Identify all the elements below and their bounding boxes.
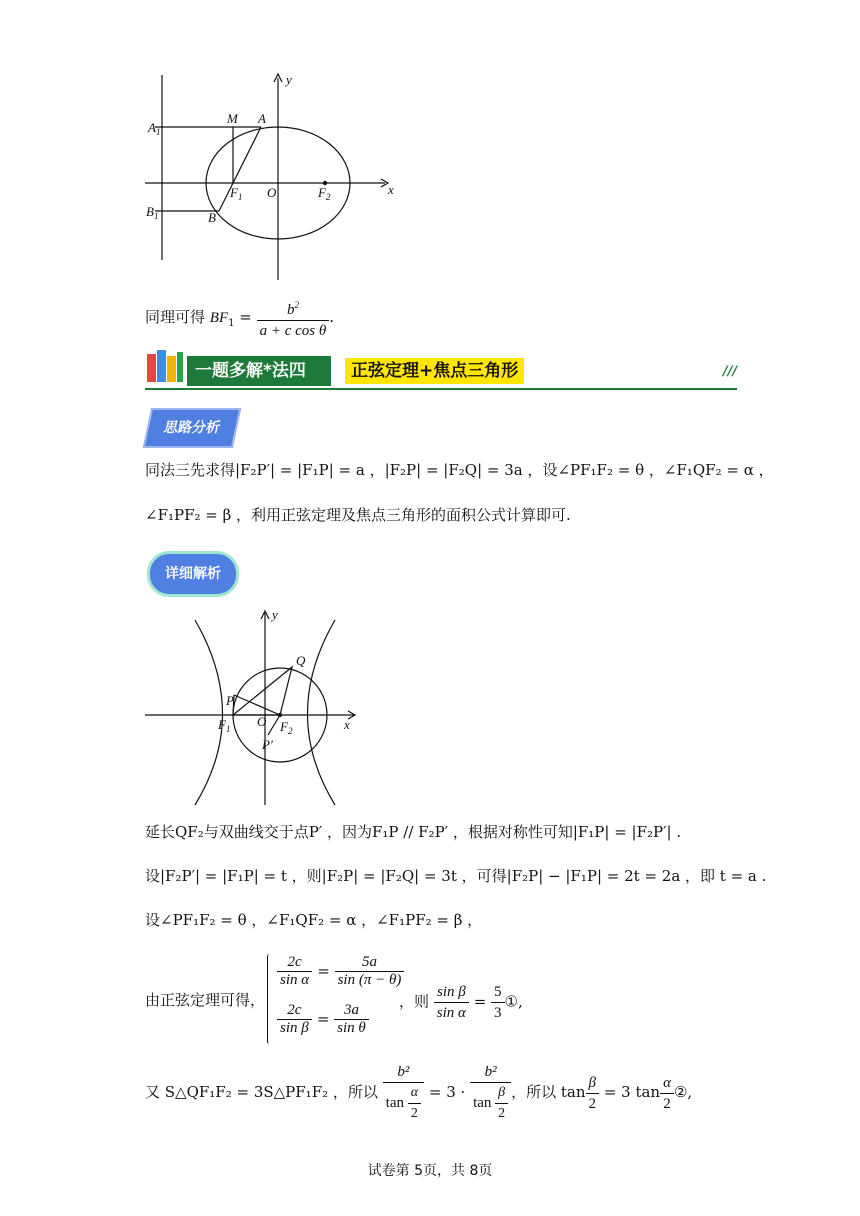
sine-law-block xyxy=(145,952,745,1048)
solution-line2: 设|F₂P′| = |F₁P| = t ，则|F₂P| = |F₂Q| = 3t ，可得|F₂P| − |F₁P| = 2t = 2a ，即 t = a . xyxy=(145,867,767,885)
analysis-text-line2: ∠F₁PF₂ = β ，利用正弦定理及焦点三角形的面积公式计算即可. xyxy=(145,506,571,524)
bf1-result-line: 同理可得 $BF_1$ = $\frac{b^2}{\text{a + c cos θ}}$ . xyxy=(145,295,334,341)
sine-eq-row1: $\frac{2c}{\text{sin α}}$ = $\frac{5a}{\sin (\pi - \theta)}$ xyxy=(277,954,404,989)
fig2-y-label: y xyxy=(272,607,278,622)
svg-text:F2: $F_2$ xyxy=(318,185,331,202)
fig1-b1-label: B xyxy=(146,204,154,219)
fig2-pprime-label: P′ xyxy=(262,737,273,752)
sine-law-prefix: 由正弦定理可得， xyxy=(145,991,266,1009)
area-relation-line: 又 S△QF₁F₂ = 3S△PF₁F₂ ，所以 b² tan $\frac{\alpha}{2}$ = 3 · b² tan $\frac{\beta}{2}$ ，所以 tan $\frac{\beta}{2}$ = 3 tan $\frac{\alpha}{2}$ ②, xyxy=(145,1062,692,1124)
ellipse-figure xyxy=(140,70,410,285)
bf1-fraction: $\frac{b^2}{\text{a + c cos θ}}$ xyxy=(257,295,330,341)
sine-eq-row2: $\frac{2c}{\text{sin β}}$ = $\frac{3a}{\text{sin θ}}$ xyxy=(277,1002,369,1037)
books-icon xyxy=(145,348,185,384)
section-banner xyxy=(145,348,737,390)
svg-text:F1: $F_1$ xyxy=(230,185,243,202)
banner-method-label: 一题多解*法四 xyxy=(187,356,331,386)
fig1-a-label: A xyxy=(258,111,266,126)
fig2-q-label: Q xyxy=(296,653,306,668)
fig1-x-label: x xyxy=(388,182,394,197)
page-footer: 试卷第 5页，共 8页 xyxy=(367,1163,493,1179)
banner-slash-mark: /// xyxy=(722,364,737,379)
fig1-b-label: B xyxy=(208,210,216,225)
fig1-y-label: y xyxy=(286,72,292,87)
fig1-f2-label: F xyxy=(318,185,326,200)
banner-topic-label: 正弦定理+焦点三角形 xyxy=(345,358,524,384)
fig1-m-label: M xyxy=(227,111,238,126)
svg-text:F1: $F_1$ xyxy=(218,717,231,734)
svg-text:F2: $F_2$ xyxy=(280,719,293,736)
fig2-p-label: P xyxy=(226,693,234,708)
solution-line3: 设∠PF₁F₂ = θ ，∠F₁QF₂ = α ，∠F₁PF₂ = β ， xyxy=(145,911,483,929)
svg-text:A1: $A_1$ xyxy=(148,120,161,137)
hyperbola-figure xyxy=(140,605,365,810)
svg-text:B1: $B_1$ xyxy=(146,204,159,221)
sine-result: ，则 $\frac{\text{sin β}}{\text{sin α}}$ = $\frac{5}{3}$ ①, xyxy=(399,984,523,1021)
fig1-a1-label: A xyxy=(148,120,156,135)
fig1-o-label: O xyxy=(267,185,277,200)
solution-line1: 延长QF₂与双曲线交于点P′ ，因为F₁P // F₂P′ ，根据对称性可知|F₁P| = |F₂P′| . xyxy=(145,823,682,841)
fig2-f2-label: F xyxy=(280,719,288,734)
analysis-text-line1: 同法三先求得|F₂P′| = |F₁P| = a ，|F₂P| = |F₂Q| = 3a ，设∠PF₁F₂ = θ ，∠F₁QF₂ = α ， xyxy=(145,461,774,479)
analysis-tag: 思路分析 xyxy=(143,408,242,448)
fig2-f1-label: F xyxy=(218,717,226,732)
fig2-o-label: O xyxy=(257,714,267,729)
detail-tag: 详细解析 xyxy=(147,551,239,597)
fig2-x-label: x xyxy=(344,717,350,732)
sine-system-brace xyxy=(267,954,272,1044)
fig1-f1-label: F xyxy=(230,185,238,200)
